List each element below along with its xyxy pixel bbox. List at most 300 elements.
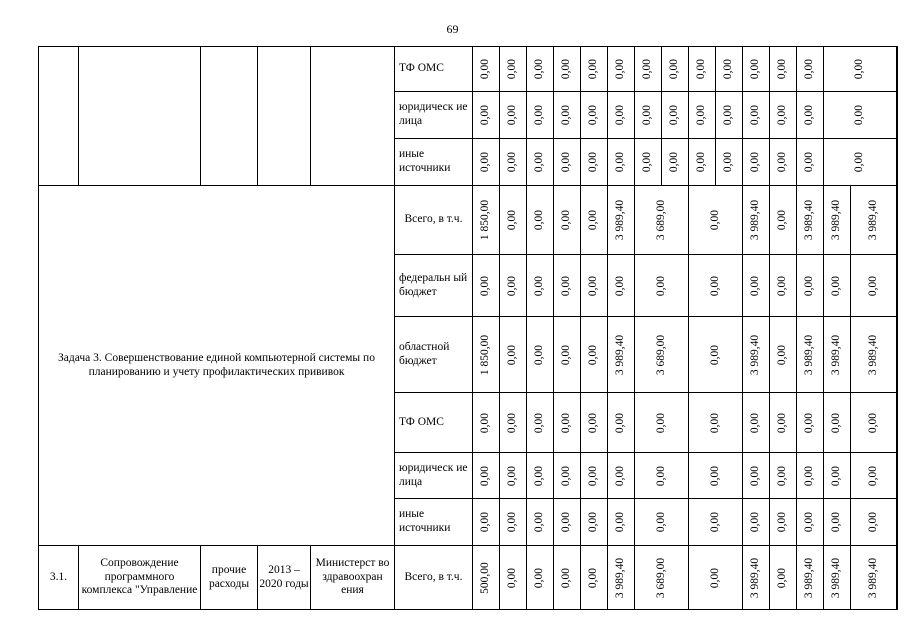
empty-cell xyxy=(39,47,79,186)
value-cell xyxy=(500,92,527,139)
value-cell-text: 0,00 xyxy=(506,151,519,173)
value-cell xyxy=(500,546,527,610)
value-cell-text: 0,00 xyxy=(776,344,789,365)
value-cell xyxy=(689,47,716,92)
value-cell-text: 0,00 xyxy=(830,275,843,296)
value-cell-text: 0,00 xyxy=(560,511,573,533)
empty-cell xyxy=(258,47,311,186)
value-cell-text: 0,00 xyxy=(803,275,816,296)
value-cell-text: 3 689,00 xyxy=(654,334,667,375)
value-cell-text: 0,00 xyxy=(479,511,492,533)
total-cell-text xyxy=(897,275,898,295)
value-cell xyxy=(554,139,581,186)
value-cell-text: 0,00 xyxy=(479,104,492,126)
value-cell-text: 3 989,40 xyxy=(803,334,816,375)
value-cell-text: 3 989,40 xyxy=(614,199,627,241)
value-cell-text: 0,00 xyxy=(654,465,667,486)
value-cell xyxy=(554,546,581,610)
value-cell-text: 0,00 xyxy=(749,465,762,486)
value-cell xyxy=(608,255,635,317)
value-cell-text: 0,00 xyxy=(506,567,519,588)
total-cell-text xyxy=(897,332,898,378)
value-cell xyxy=(716,139,743,186)
value-cell-text: 3 989,40 xyxy=(866,557,879,598)
value-cell xyxy=(797,186,824,255)
value-cell xyxy=(473,546,500,610)
value-cell xyxy=(824,317,851,393)
value-cell-text: 0,00 xyxy=(749,104,762,126)
value-cell xyxy=(473,186,500,255)
value-cell xyxy=(797,393,824,453)
item-expense-type: прочие расходы xyxy=(201,546,258,610)
source-cell: областной бюджет xyxy=(395,317,473,393)
value-cell xyxy=(527,255,554,317)
value-cell xyxy=(581,255,608,317)
value-cell-text: 0,00 xyxy=(866,412,879,433)
total-cell xyxy=(897,47,898,92)
value-cell-text: 0,00 xyxy=(722,58,735,80)
value-cell xyxy=(608,453,635,499)
value-cell xyxy=(662,92,689,139)
value-cell xyxy=(797,317,824,393)
value-cell xyxy=(581,393,608,453)
total-cell xyxy=(897,393,898,453)
value-cell xyxy=(608,546,635,610)
value-cell-text: 3 989,40 xyxy=(749,334,762,375)
value-cell xyxy=(851,453,897,499)
value-cell xyxy=(608,317,635,393)
value-cell-text: 0,00 xyxy=(708,465,721,486)
value-cell xyxy=(797,255,824,317)
value-cell-text: 0,00 xyxy=(614,58,627,80)
value-cell xyxy=(473,139,500,186)
value-cell xyxy=(527,499,554,546)
value-cell-text: 0,00 xyxy=(776,412,789,433)
value-cell-text: 0,00 xyxy=(506,511,519,533)
value-cell-text: 0,00 xyxy=(506,58,519,80)
source-cell: юридическ ие лица xyxy=(395,453,473,499)
value-cell xyxy=(635,139,662,186)
value-cell xyxy=(581,499,608,546)
value-cell xyxy=(662,47,689,92)
value-cell xyxy=(689,92,716,139)
value-cell xyxy=(824,255,851,317)
value-cell xyxy=(500,393,527,453)
value-cell xyxy=(851,317,897,393)
value-cell xyxy=(635,47,662,92)
value-cell-text: 0,00 xyxy=(803,104,816,126)
value-cell-text: 0,00 xyxy=(506,275,519,296)
budget-table xyxy=(38,46,898,610)
value-cell xyxy=(851,393,897,453)
value-cell xyxy=(770,499,797,546)
value-cell xyxy=(743,255,770,317)
value-cell-text: 0,00 xyxy=(853,58,866,80)
value-cell-text: 0,00 xyxy=(614,511,627,533)
value-cell-text: 0,00 xyxy=(533,275,546,296)
value-cell-text: 0,00 xyxy=(708,275,721,296)
total-cell-text xyxy=(897,105,898,125)
value-cell xyxy=(554,499,581,546)
value-cell xyxy=(581,317,608,393)
value-cell xyxy=(770,47,797,92)
value-cell xyxy=(581,47,608,92)
value-cell xyxy=(662,139,689,186)
value-cell xyxy=(500,47,527,92)
value-cell-text: 0,00 xyxy=(776,567,789,588)
value-cell-text: 0,00 xyxy=(749,275,762,296)
value-cell-text: 3 989,40 xyxy=(830,334,843,375)
value-cell xyxy=(851,186,897,255)
value-cell xyxy=(770,186,797,255)
value-cell-text: 0,00 xyxy=(641,104,654,126)
value-cell-text: 0,00 xyxy=(641,151,654,173)
source-cell: федеральн ый бюджет xyxy=(395,255,473,317)
value-cell-text: 0,00 xyxy=(803,58,816,80)
value-cell xyxy=(797,47,824,92)
value-cell xyxy=(824,453,851,499)
value-cell-text: 3 989,40 xyxy=(803,199,816,241)
value-cell xyxy=(689,546,743,610)
value-cell-text: 0,00 xyxy=(587,151,600,173)
value-cell xyxy=(608,47,635,92)
value-cell xyxy=(689,317,743,393)
value-cell xyxy=(608,499,635,546)
value-cell xyxy=(473,255,500,317)
total-cell xyxy=(897,186,898,255)
value-cell-text: 3 989,40 xyxy=(830,557,843,598)
value-cell xyxy=(581,92,608,139)
value-cell-text: 0,00 xyxy=(654,511,667,533)
value-cell xyxy=(554,255,581,317)
value-cell-text: 0,00 xyxy=(533,344,546,365)
value-cell xyxy=(500,186,527,255)
value-cell xyxy=(851,255,897,317)
value-cell-text: 0,00 xyxy=(722,104,735,126)
value-cell-text: 0,00 xyxy=(479,412,492,433)
value-cell xyxy=(743,317,770,393)
value-cell xyxy=(500,453,527,499)
value-cell xyxy=(581,139,608,186)
value-cell xyxy=(743,453,770,499)
empty-cell xyxy=(79,47,201,186)
value-cell-text: 0,00 xyxy=(506,344,519,365)
value-cell-text: 0,00 xyxy=(506,412,519,433)
value-cell xyxy=(824,499,851,546)
value-cell xyxy=(527,139,554,186)
value-cell xyxy=(581,546,608,610)
total-cell-text xyxy=(897,197,898,243)
value-cell-text: 0,00 xyxy=(506,104,519,126)
value-cell-text: 3 989,40 xyxy=(749,557,762,598)
value-cell-text: 0,00 xyxy=(506,465,519,486)
value-cell xyxy=(797,499,824,546)
value-cell-text: 0,00 xyxy=(560,275,573,296)
value-cell-text: 0,00 xyxy=(668,104,681,126)
value-cell xyxy=(608,186,635,255)
value-cell-text: 0,00 xyxy=(749,151,762,173)
value-cell-text: 0,00 xyxy=(533,465,546,486)
total-cell-text xyxy=(897,555,898,601)
value-cell xyxy=(797,139,824,186)
value-cell-text: 3 989,40 xyxy=(614,334,627,375)
value-cell xyxy=(527,92,554,139)
value-cell-text: 0,00 xyxy=(853,151,866,173)
value-cell-text: 0,00 xyxy=(587,567,600,588)
value-cell-text: 0,00 xyxy=(654,275,667,296)
total-cell-text xyxy=(897,59,898,79)
value-cell-text: 0,00 xyxy=(560,209,573,231)
value-cell-text: 0,00 xyxy=(830,412,843,433)
value-cell-text: 0,00 xyxy=(560,412,573,433)
value-cell xyxy=(716,92,743,139)
value-cell xyxy=(581,453,608,499)
value-cell-text: 0,00 xyxy=(533,151,546,173)
value-cell xyxy=(770,255,797,317)
value-cell-text: 0,00 xyxy=(654,412,667,433)
value-cell-text: 0,00 xyxy=(479,275,492,296)
value-cell-text: 0,00 xyxy=(587,412,600,433)
value-cell xyxy=(473,317,500,393)
value-cell xyxy=(824,92,897,139)
total-cell xyxy=(897,499,898,546)
value-cell xyxy=(527,453,554,499)
source-cell: ТФ ОМС xyxy=(395,47,473,92)
value-cell xyxy=(473,453,500,499)
value-cell xyxy=(743,139,770,186)
value-cell xyxy=(527,317,554,393)
value-cell-text: 3 989,40 xyxy=(803,557,816,598)
value-cell-text: 0,00 xyxy=(587,209,600,231)
value-cell-text: 0,00 xyxy=(695,104,708,126)
value-cell-text: 0,00 xyxy=(614,412,627,433)
value-cell-text: 3 689,00 xyxy=(654,199,667,241)
value-cell xyxy=(824,546,851,610)
value-cell-text: 0,00 xyxy=(479,465,492,486)
value-cell-text: 0,00 xyxy=(533,412,546,433)
value-cell xyxy=(743,92,770,139)
value-cell-text: 0,00 xyxy=(749,412,762,433)
value-cell-text: 0,00 xyxy=(560,344,573,365)
source-cell: иные источники xyxy=(395,499,473,546)
value-cell-text: 3 989,40 xyxy=(866,199,879,241)
value-cell xyxy=(743,546,770,610)
item-row xyxy=(39,546,898,610)
value-cell-text: 0,00 xyxy=(587,104,600,126)
source-cell: Всего, в т.ч. xyxy=(395,546,473,610)
value-cell-text: 3 689,00 xyxy=(654,557,667,598)
page-number: 69 xyxy=(446,22,459,36)
value-cell xyxy=(797,453,824,499)
value-cell xyxy=(743,47,770,92)
value-cell-text: 0,00 xyxy=(830,465,843,486)
value-cell-text: 0,00 xyxy=(614,104,627,126)
value-cell xyxy=(797,546,824,610)
value-cell xyxy=(689,393,743,453)
value-cell xyxy=(635,186,689,255)
value-cell xyxy=(743,499,770,546)
value-cell-text: 3 989,40 xyxy=(614,557,627,598)
total-cell xyxy=(897,546,898,610)
item-period: 2013 – 2020 годы xyxy=(258,546,311,610)
value-cell-text: 0,00 xyxy=(866,511,879,533)
value-cell xyxy=(554,393,581,453)
value-cell xyxy=(554,92,581,139)
value-cell-text: 0,00 xyxy=(668,58,681,80)
value-cell xyxy=(500,139,527,186)
value-cell-text: 0,00 xyxy=(587,275,600,296)
value-cell-text: 0,00 xyxy=(708,344,721,365)
value-cell-text: 0,00 xyxy=(560,151,573,173)
value-cell-text: 0,00 xyxy=(776,465,789,486)
value-cell xyxy=(500,317,527,393)
value-cell xyxy=(689,255,743,317)
value-cell xyxy=(689,453,743,499)
value-cell-text: 3 989,40 xyxy=(830,199,843,241)
value-cell-text: 0,00 xyxy=(695,151,708,173)
value-cell-text: 3 989,40 xyxy=(866,334,879,375)
value-cell-text: 0,00 xyxy=(749,511,762,533)
value-cell xyxy=(554,186,581,255)
value-cell xyxy=(473,92,500,139)
value-cell xyxy=(554,453,581,499)
value-cell-text: 0,00 xyxy=(722,151,735,173)
value-cell xyxy=(527,47,554,92)
source-cell: юридическ ие лица xyxy=(395,92,473,139)
value-cell xyxy=(473,499,500,546)
value-cell xyxy=(689,139,716,186)
value-cell-text: 0,00 xyxy=(830,511,843,533)
value-cell-text: 0,00 xyxy=(668,151,681,173)
value-cell xyxy=(473,393,500,453)
value-cell-text: 0,00 xyxy=(803,511,816,533)
value-cell xyxy=(770,317,797,393)
item-name: Сопровождение программного комплекса "Управление xyxy=(79,546,201,610)
value-cell xyxy=(527,186,554,255)
value-cell-text: 0,00 xyxy=(614,465,627,486)
item-number: 3.1. xyxy=(39,546,79,610)
value-cell xyxy=(581,186,608,255)
value-cell xyxy=(500,255,527,317)
source-cell: Всего, в т.ч. xyxy=(395,186,473,255)
value-cell xyxy=(608,139,635,186)
total-cell-text xyxy=(897,412,898,432)
item-executor: Министерст во здравоохран ения xyxy=(311,546,395,610)
value-cell-text: 0,00 xyxy=(560,567,573,588)
value-cell xyxy=(851,546,897,610)
value-cell xyxy=(635,453,689,499)
value-cell xyxy=(824,393,851,453)
value-cell xyxy=(770,393,797,453)
value-cell xyxy=(824,47,897,92)
value-cell-text: 0,00 xyxy=(803,412,816,433)
value-cell xyxy=(689,499,743,546)
value-cell xyxy=(770,546,797,610)
value-cell-text: 0,00 xyxy=(587,511,600,533)
value-cell xyxy=(554,47,581,92)
empty-cell xyxy=(201,47,258,186)
value-cell-text: 0,00 xyxy=(560,104,573,126)
value-cell-text: 0,00 xyxy=(533,567,546,588)
value-cell xyxy=(635,499,689,546)
value-cell-text: 0,00 xyxy=(776,151,789,173)
value-cell xyxy=(635,317,689,393)
value-cell xyxy=(608,393,635,453)
value-cell-text: 500,00 xyxy=(479,561,492,594)
value-cell-text: 0,00 xyxy=(866,275,879,296)
value-cell-text: 1 850,00 xyxy=(479,334,492,375)
value-cell-text: 0,00 xyxy=(708,511,721,533)
source-cell: иные источники xyxy=(395,139,473,186)
value-cell xyxy=(851,499,897,546)
value-cell xyxy=(635,255,689,317)
value-cell-text: 0,00 xyxy=(776,209,789,231)
value-cell-text: 0,00 xyxy=(803,465,816,486)
value-cell-text: 0,00 xyxy=(533,104,546,126)
value-cell-text: 0,00 xyxy=(479,151,492,173)
value-cell-text: 0,00 xyxy=(776,104,789,126)
value-cell-text: 0,00 xyxy=(587,465,600,486)
value-cell xyxy=(473,47,500,92)
total-cell xyxy=(897,92,898,139)
value-cell-text: 0,00 xyxy=(533,511,546,533)
value-cell-text: 1 850,00 xyxy=(479,199,492,241)
total-cell xyxy=(897,255,898,317)
value-cell-text: 0,00 xyxy=(533,58,546,80)
value-cell-text: 0,00 xyxy=(560,58,573,80)
value-cell xyxy=(824,186,851,255)
value-cell xyxy=(635,546,689,610)
value-cell-text: 0,00 xyxy=(776,58,789,80)
value-cell xyxy=(743,186,770,255)
value-cell-text: 0,00 xyxy=(853,104,866,126)
total-cell-text xyxy=(897,465,898,485)
value-cell-text: 0,00 xyxy=(708,412,721,433)
total-cell xyxy=(897,317,898,393)
value-cell xyxy=(608,92,635,139)
value-cell-text: 0,00 xyxy=(708,209,721,231)
value-cell-text: 0,00 xyxy=(587,58,600,80)
value-cell-text: 0,00 xyxy=(803,151,816,173)
total-cell-text xyxy=(897,512,898,532)
source-cell: ТФ ОМС xyxy=(395,393,473,453)
task-row xyxy=(39,186,898,255)
task-title: Задача 3. Совершенствование единой компьютерной системы по планированию и учету профилактических прививок xyxy=(39,186,395,546)
value-cell-text: 0,00 xyxy=(776,511,789,533)
value-cell-text: 0,00 xyxy=(533,209,546,231)
value-cell-text: 0,00 xyxy=(614,275,627,296)
value-cell xyxy=(527,546,554,610)
value-cell-text: 0,00 xyxy=(614,151,627,173)
value-cell-text: 0,00 xyxy=(560,465,573,486)
value-cell xyxy=(743,393,770,453)
value-cell xyxy=(770,453,797,499)
value-cell xyxy=(824,139,897,186)
empty-cell xyxy=(311,47,395,186)
value-cell-text: 0,00 xyxy=(479,58,492,80)
value-cell-text: 0,00 xyxy=(587,344,600,365)
value-cell-text: 0,00 xyxy=(695,58,708,80)
value-cell-text: 0,00 xyxy=(749,58,762,80)
total-cell-text xyxy=(897,152,898,172)
value-cell xyxy=(500,499,527,546)
total-cell xyxy=(897,453,898,499)
value-cell xyxy=(770,139,797,186)
value-cell xyxy=(635,92,662,139)
value-cell xyxy=(527,393,554,453)
value-cell xyxy=(635,393,689,453)
value-cell-text: 0,00 xyxy=(641,58,654,80)
